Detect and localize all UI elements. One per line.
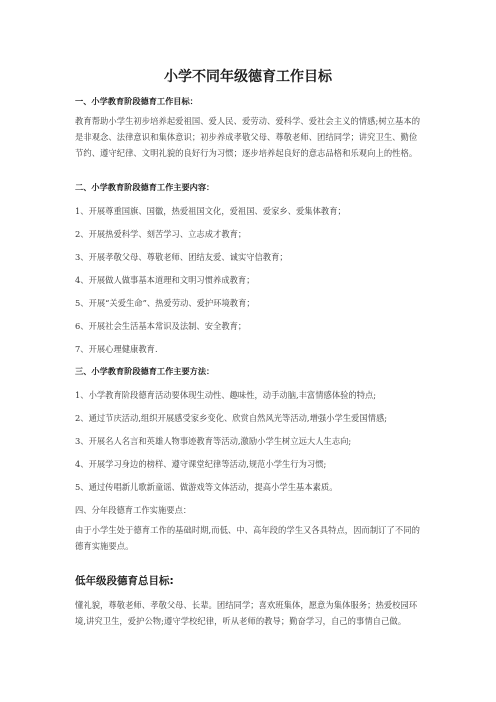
section3-item: 5、通过传唱新儿歌新童谣、做游戏等文体活动，提高小学生基本素质。	[75, 482, 338, 492]
section5-body: 懂礼貌，尊敬老师、孝敬父母、长辈。团结同学；喜欢班集体，愿意为集体服务；热爱校园环境,讲究卫生，爱护公物;遵守学校纪律，听从老师的教导；勤奋学习，自己的事情自己做。	[75, 600, 418, 626]
section3-item: 3、开展名人名言和英雄人物事迹教育等活动,激励小学生树立远大人生志向;	[75, 436, 352, 446]
section3-item: 2、通过节庆活动,组织开展感受家乡变化、欣赏自然风光等活动,增强小学生爱国情感;	[75, 413, 388, 423]
section2-item: 7、开展心理健康教育.	[75, 344, 158, 354]
section2-item: 2、开展热爱科学、刻苦学习、立志成才教育；	[75, 229, 247, 239]
section4-heading: 四、分年段德育工作实施要点：	[75, 505, 192, 515]
section1-heading: 一、小学教育阶段德育工作目标：	[75, 96, 198, 106]
section3-heading: 三、小学教育阶段德育工作主要方法：	[75, 366, 215, 376]
section2-item: 3、开展孝敬父母、尊敬老师、团结友爱、诚实守信教育；	[75, 252, 288, 262]
document-title: 小学不同年级德育工作目标	[164, 69, 332, 85]
section2-item: 6、开展社会生活基本常识及法制、安全教育；	[75, 321, 247, 331]
section1-body: 教育帮助小学生初步培养起爱祖国、爱人民、爱劳动、爱科学、爱社会主义的情感;树立基本的是非观念、法律意识和集体意识；初步养成孝敬父母、尊敬老师、团结同学；讲究卫生、勤俭节约、遵守纪律、文明礼貌的良好行为习惯；逐步培养起良好的意志品格和乐观向上的性格。	[75, 116, 421, 158]
section2-item: 5、开展“关爱生命”、热爱劳动、爱护环境教育；	[75, 298, 255, 308]
section4-body: 由于小学生处于德育工作的基础时期,而低、中、高年段的学生又各具特点，因而制订了不同的德育实施要点。	[75, 525, 420, 551]
section2-item: 4、开展做人做事基本道理和文明习惯养成教育；	[75, 275, 255, 285]
section3-item: 1、小学教育阶段德育活动要体现生动性、趣味性，动手动脑,丰富情感体验的特点;	[75, 390, 377, 400]
section5-heading: 低年级段德育总目标:	[75, 575, 174, 587]
section2-heading: 二、小学教育阶段德育工作主要内容：	[75, 182, 215, 192]
section3-item: 4、开展学习身边的榜样、遵守课堂纪律等活动,规范小学生行为习惯;	[75, 459, 327, 469]
section2-item: 1、开展尊重国旗、国徽，热爱祖国文化，爱祖国、爱家乡、爱集体教育；	[75, 206, 346, 216]
